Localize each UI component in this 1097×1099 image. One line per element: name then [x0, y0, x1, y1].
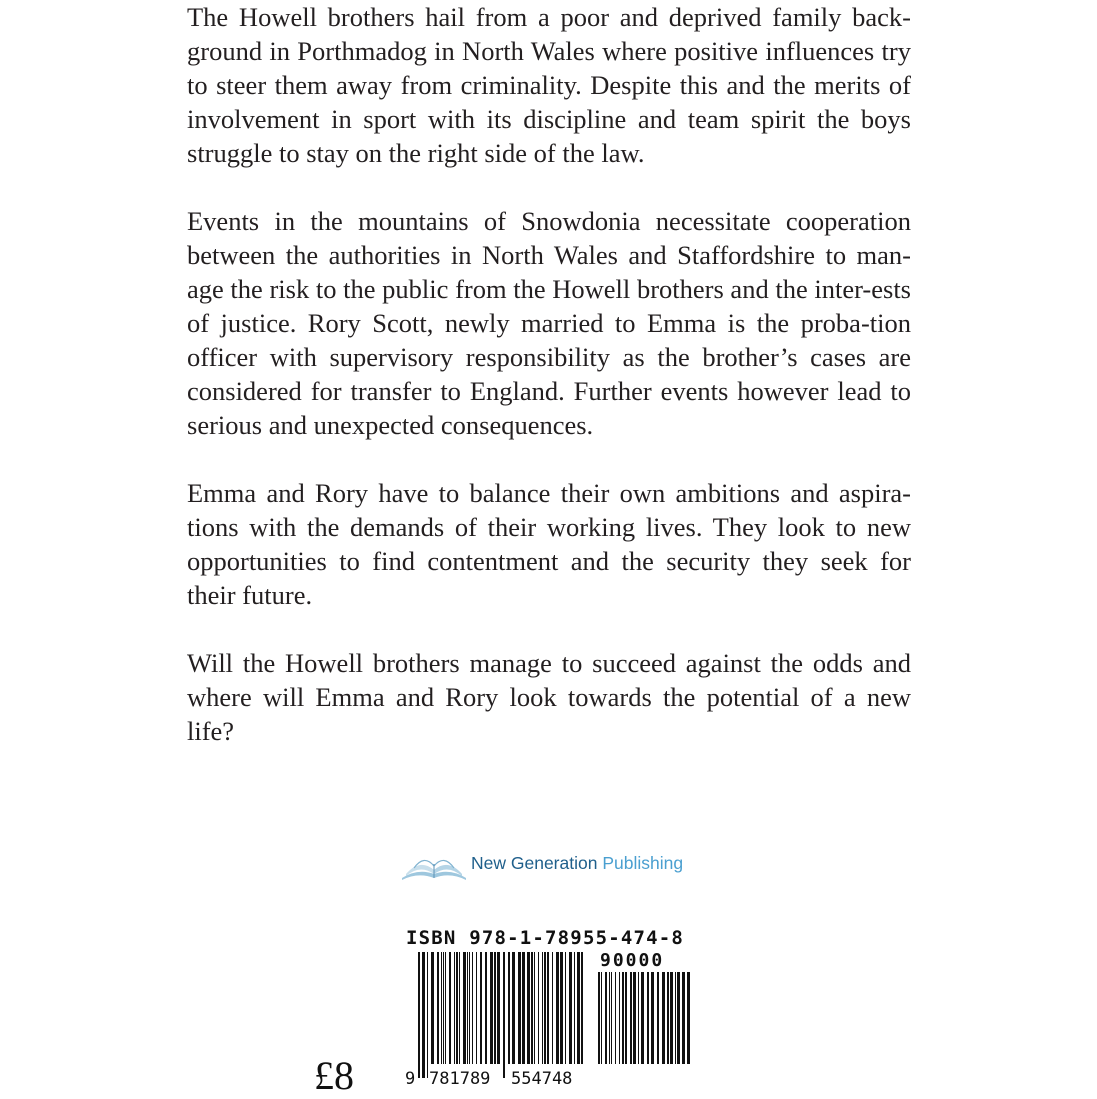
barcode-bar	[662, 972, 665, 1064]
barcode-bar	[472, 952, 473, 1064]
barcode-bar	[605, 972, 607, 1064]
barcode-bar	[508, 952, 510, 1064]
barcode-bar	[609, 972, 610, 1064]
open-book-icon	[400, 850, 468, 882]
back-cover-blurb	[187, 0, 911, 748]
barcode-bar	[427, 952, 428, 1078]
barcode-bar	[651, 972, 654, 1064]
barcode-bar	[469, 952, 470, 1064]
barcode-addon-code: 90000	[600, 950, 665, 971]
addon-barcode	[598, 972, 690, 1078]
barcode-bar	[630, 972, 632, 1064]
barcode-bar	[657, 972, 659, 1064]
barcode-bar	[463, 952, 466, 1064]
barcode-bar	[611, 972, 612, 1064]
barcode-bar	[569, 952, 572, 1064]
barcode-bar	[565, 952, 566, 1064]
barcode-bar	[527, 952, 530, 1064]
barcode-bar	[441, 952, 442, 1064]
barcode-bar	[544, 952, 546, 1064]
barcode-bar	[538, 952, 539, 1064]
barcode-bar	[552, 952, 553, 1064]
isbn-label: ISBN 978-1-78955-474-8	[406, 927, 685, 949]
barcode-bar	[449, 952, 451, 1064]
barcode-bar	[641, 972, 644, 1064]
barcode-bar	[682, 972, 685, 1064]
barcode-bar	[542, 952, 543, 1064]
barcode-bar	[547, 952, 549, 1064]
barcode-bar	[560, 952, 563, 1064]
publisher-logo	[400, 848, 700, 882]
barcode-bar	[670, 972, 673, 1064]
blurb-paragraph-1: The Howell brothers hail from a poor and deprived family back-ground in Porthmadog in North Wales where positive influences try to steer them away from criminality. Despite this and the merits of involvement in sport with its discipline and team spirit the boys struggle to stay on the right side of the law.	[187, 2, 911, 168]
barcode-bar	[522, 952, 525, 1064]
barcode-bar	[675, 972, 676, 1064]
barcode-bar	[581, 952, 583, 1064]
barcode-bar	[418, 952, 420, 1078]
ean-left-group: 781789	[429, 1069, 491, 1089]
barcode-bar	[494, 952, 496, 1064]
barcode-bar	[615, 972, 616, 1064]
ean-right-group: 554748	[511, 1069, 573, 1089]
barcode-bar	[625, 972, 627, 1064]
barcode-bar	[443, 952, 444, 1064]
barcode-bar	[677, 972, 680, 1064]
barcode-bar	[577, 952, 580, 1064]
barcode-bar	[459, 952, 460, 1064]
barcode-bar	[633, 972, 636, 1064]
publisher-name-part2: Publishing	[602, 853, 684, 873]
barcode-bar	[622, 972, 624, 1064]
blurb-paragraph-4: Will the Howell brothers manage to succeed against the odds and where will Emma and Rory look towards the potential of a new life?	[187, 648, 911, 746]
barcode-bar	[518, 952, 521, 1064]
barcode-bar	[497, 952, 500, 1064]
barcode-bar	[556, 952, 559, 1064]
barcode-bar	[454, 952, 455, 1064]
barcode-bar	[503, 952, 505, 1078]
blurb-paragraph-2: Events in the mountains of Snowdonia necessitate cooperation between the authorities in North Wales and Staffordshire to man-age the risk to the public from the Howell brothers and the inter-ests of justice. Rory Scott, newly married to Emma is the proba-tion officer with supervisory responsibility as the brother’s cases are considered for transfer to England. Further events however lead to serious and unexpected consequences.	[187, 206, 911, 440]
barcode-bar	[619, 972, 620, 1064]
barcode-bar	[598, 972, 600, 1064]
barcode-bar	[445, 952, 446, 1064]
ean-barcode	[418, 952, 588, 1078]
barcode-bar	[534, 952, 535, 1064]
barcode-bar	[490, 952, 493, 1064]
blurb-paragraph-3: Emma and Rory have to balance their own ambitions and aspira-tions with the demands of their working lives. They look to new opportunities to find contentment and the security they seek for their future.	[187, 478, 911, 610]
barcode-bar	[431, 952, 434, 1064]
publisher-name	[471, 853, 683, 874]
barcode-bar	[531, 952, 533, 1064]
barcode-bar	[687, 972, 690, 1064]
barcode-bar	[456, 952, 458, 1064]
barcode-bar	[467, 952, 468, 1064]
barcode-bar	[647, 972, 649, 1064]
barcode-bar	[601, 972, 602, 1064]
barcode-bar	[485, 952, 487, 1064]
barcode-bar	[574, 952, 575, 1064]
barcode-bar	[437, 952, 439, 1064]
barcode-bar	[422, 952, 425, 1078]
price-label: £8	[314, 1053, 354, 1098]
barcode-bar	[512, 952, 515, 1064]
barcode-bar	[638, 972, 639, 1064]
barcode-bar	[667, 972, 669, 1064]
barcode-bar	[480, 952, 482, 1064]
barcode-bar	[476, 952, 477, 1064]
publisher-name-part1: New Generation	[471, 853, 598, 873]
ean-first-digit: 9	[405, 1069, 416, 1089]
